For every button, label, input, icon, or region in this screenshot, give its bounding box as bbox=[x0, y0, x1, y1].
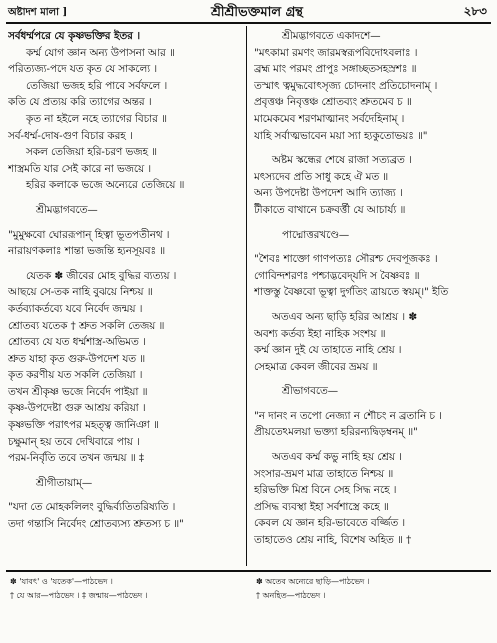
verse-line: কৃত না হইলে নহে ত্যাগের বিচার ॥ bbox=[26, 112, 167, 125]
verse-line: কতি যে প্রত্যয় করি ত্যাগের অন্তর । bbox=[8, 96, 152, 109]
verse-line: কৃত করণীয় যত সকলি তেজিয়া । bbox=[8, 369, 143, 382]
verse-line: অন্য উপদেষ্টা উপদেশ আদি ত্যাজ্য । bbox=[254, 187, 403, 200]
spacer bbox=[254, 375, 488, 383]
sanskrit-verse-line: তস্মাৎ ত্বমুদ্ধবোৎসৃজ্য চোদনাং প্রতিচোদনাম্ । bbox=[254, 79, 438, 92]
sanskrit-verse-line: নারায়ণকলাঃ শান্তা ভজন্তি হ্যনসূয়বঃ ॥ bbox=[8, 245, 166, 258]
verse-line: পরিত্যজ্য-পদে যত কৃত যে সাকল্যে । bbox=[8, 63, 158, 76]
verse-line: সকল তেজিয়া হরি-চরণ ভজহ ॥ bbox=[26, 146, 157, 159]
verse-line: তখন শ্রীকৃষ্ণ ভজে নির্বেদ পাইয়া ॥ bbox=[8, 385, 148, 398]
footnote-right-1: ✽ অতেব অন্যেরে ছাড়ি—পাঠভেদ । bbox=[256, 577, 370, 586]
sanskrit-verse-line: "মৎকামা রমণং জারমস্বরূপবিদোঽবলাঃ । bbox=[254, 46, 418, 59]
section-heading: পাদ্মোত্তরখণ্ডে— bbox=[282, 228, 350, 241]
chapter-label: অষ্টাদশ মালা ] bbox=[8, 7, 68, 18]
verse-line: মৎস্যদেব প্রতি সাধু কহে ঐ মত ॥ bbox=[254, 170, 389, 183]
spacer bbox=[8, 260, 242, 268]
sanskrit-verse-line: যাহি সর্বাত্মভাবেন ময়া স্যা হ্যকুতোভয়ঃ ॥" bbox=[254, 129, 428, 142]
spacer bbox=[254, 243, 488, 251]
verse-line: অষ্টম স্কন্ধের শেষে রাজা সত্যব্রত । bbox=[272, 154, 412, 167]
header-rule bbox=[6, 22, 491, 24]
verse-line: যেতক ✽ জীবের মোহ বুদ্ধির ব্যত্যয় । bbox=[26, 269, 177, 282]
spacer bbox=[254, 219, 488, 227]
sanskrit-verse-line: মামেকমেব শরণমাত্মানং সর্বদেহিনাম্ । bbox=[254, 112, 405, 125]
sanskrit-verse-line: "ন দানং ন তপো নেজ্যা ন শৌচং ন ব্রতানি চ । bbox=[254, 409, 442, 422]
spacer bbox=[254, 441, 488, 449]
spacer bbox=[254, 301, 488, 309]
spacer bbox=[254, 400, 488, 408]
footnote-rule bbox=[6, 570, 491, 572]
book-title: শ্রীশ্রীভক্তমাল গ্রন্থ bbox=[211, 5, 303, 20]
left-column bbox=[8, 28, 242, 533]
spacer bbox=[8, 194, 242, 202]
spacer bbox=[8, 219, 242, 227]
spacer bbox=[8, 467, 242, 475]
verse-line: সর্বধর্ম্মপরে যে কৃষ্ণভক্তির ইতর । bbox=[8, 30, 141, 42]
sanskrit-verse-line: "মুমুক্ষবো ঘোররূপান্ হিত্বা ভূতপতীনথ । bbox=[8, 228, 170, 241]
spacer bbox=[8, 491, 242, 499]
footnote-right-2: † অনহিত—পাঠভেদ । bbox=[256, 591, 326, 600]
section-heading: শ্রীমদ্ভাগবতে— bbox=[36, 203, 98, 216]
section-heading: শ্রীমদ্ভাগবতে একাদশে— bbox=[282, 30, 381, 42]
verse-line: অবশ্য কর্তব্য ইহা নাহিক সংশয় ॥ bbox=[254, 327, 386, 340]
sanskrit-verse-line: প্রীয়তেঽমলয়া ভক্ত্যা হরিরন্যদ্বিড়ম্বনম্ ॥" bbox=[254, 426, 418, 439]
verse-line: তাহাতেও শ্রেয় নাহি, বিশেষ অহিত ॥ † bbox=[254, 534, 412, 547]
column-divider bbox=[246, 26, 247, 566]
page-header bbox=[6, 2, 491, 20]
section-heading: শ্রীভাগবতে— bbox=[282, 385, 339, 398]
verse-line: কৃষ্ণ-উপদেষ্টা গুরু আশ্রয় করিয়া । bbox=[8, 402, 146, 415]
verse-line: চক্ষুমান্ হয় তবে দেখিবারে পায় । bbox=[8, 435, 140, 448]
verse-line: কর্ম্ম যোগ জ্ঞান অন্য উপাসনা আর ॥ bbox=[26, 46, 175, 59]
verse-line: আছয়ে সে-তক নাহি বুঝয়ে নিশ্চয় ॥ bbox=[8, 286, 153, 299]
section-heading: শ্রীগীতায়াম্— bbox=[36, 476, 93, 489]
verse-line: শ্রুত যাহা কৃত গুরু-উপদেশ যত ॥ bbox=[8, 352, 146, 365]
verse-line: কেবল যে জ্ঞান হরি-ভাবেতে বর্জ্জিত । bbox=[254, 517, 406, 530]
page-number: ২৮৩ bbox=[463, 4, 487, 18]
verse-line: প্রসিদ্ধ ব্যবস্থা ইহা সর্বশাস্ত্রে কহে ॥ bbox=[254, 500, 389, 513]
verse-line: কর্ম্ম জ্ঞান দুই যে তাহাতে নাহি শ্রেয় । bbox=[254, 344, 402, 357]
verse-line: শ্রোতব্য যে যত ধর্ম্মশাস্ত্র-অভিমত । bbox=[8, 336, 146, 349]
verse-line: সংসার-ভ্রমণ মাত্র তাহাতে নিশ্চয় ॥ bbox=[254, 467, 394, 480]
sanskrit-verse-line: ব্রহ্ম মাং পরমং প্রাপুঃ সঙ্গাচ্ছতসহস্রশঃ ॥ bbox=[254, 63, 417, 76]
sanskrit-verse-line: তদা গন্তাসি নির্বেদং শ্রোতব্যস্য শ্রুতস্য চ ॥" bbox=[8, 518, 184, 531]
verse-line: সর্ব-ধর্ম্ম-দোষ-গুণ বিচার করহ । bbox=[8, 129, 133, 142]
sanskrit-verse-line: গোবিন্দশরণঃ পশ্চাদ্ভবেদ্‌যদি স বৈষ্ণবঃ ॥ bbox=[254, 269, 420, 282]
sanskrit-verse-line: "শৈবঃ শাক্তো গাণপত্যঃ সৌরশ্চ দেবপূজকঃ । bbox=[254, 253, 438, 266]
verse-line: কৃষ্ণভক্তি পরাৎপর মহত্ত্ব জানিঞা ॥ bbox=[8, 419, 159, 432]
verse-line: শাস্ত্রমতি যার সেই কারে না ভজয়ে । bbox=[8, 162, 152, 175]
verse-line: অতএব কর্ম্ম কভু নাহি হয় শ্রেয় । bbox=[272, 451, 402, 464]
spacer bbox=[254, 144, 488, 152]
verse-line: সেহমাত্র কেবল জীবের ভ্রময় ॥ bbox=[254, 360, 378, 373]
verse-line: তেজিয়া ভজহ হরি পাবে সর্বফলে । bbox=[26, 79, 168, 92]
right-column bbox=[254, 28, 488, 549]
verse-line: কর্তব্যাকর্তব্যে যবে নির্বেদ জন্ময় । bbox=[8, 302, 143, 315]
verse-line: হরির কলাকে ভজে অন্যেরে তেজিয়ে ॥ bbox=[26, 179, 185, 192]
verse-line: অতএব অন্য ছাড়ি হরির আশ্রয় । ✽ bbox=[272, 310, 417, 323]
sanskrit-verse-line: শাক্তস্তু বৈষ্ণবো ভূত্বা দুর্গতিং ত্রায়তে স্বয়ম্।" ইতি bbox=[254, 286, 449, 299]
footnote-left-1: ✽ 'যাবৎ' ও 'যতেক'—পাঠভেদ । bbox=[10, 577, 113, 586]
footnote-left-2: † যে আর—পাঠভেদ । ‡ জন্মায়—পাঠভেদ । bbox=[10, 591, 148, 600]
sanskrit-verse-line: "যদা তে মোহকলিলং বুদ্ধির্ব্যতিতরিষ্যতি । bbox=[8, 501, 176, 514]
sanskrit-verse-line: প্রবৃত্তঞ্চ নিবৃত্তঞ্চ শ্রোতব্যং শ্রুতমেব চ ॥ bbox=[254, 96, 412, 109]
verse-line: পরম-নির্বৃতি তবে তখন জন্ময় ॥ ‡ bbox=[8, 452, 144, 465]
verse-line: টীকাতে বাখানে চক্রবর্ত্তী যে আচার্য্য ॥ bbox=[254, 203, 406, 216]
verse-line: হরিভক্তি মিশ্র বিনে সেহ সিদ্ধ নহে । bbox=[254, 484, 397, 497]
verse-line: শ্রোতব্য যতেক † শ্রুত সকলি তেজয় ॥ bbox=[8, 319, 165, 332]
